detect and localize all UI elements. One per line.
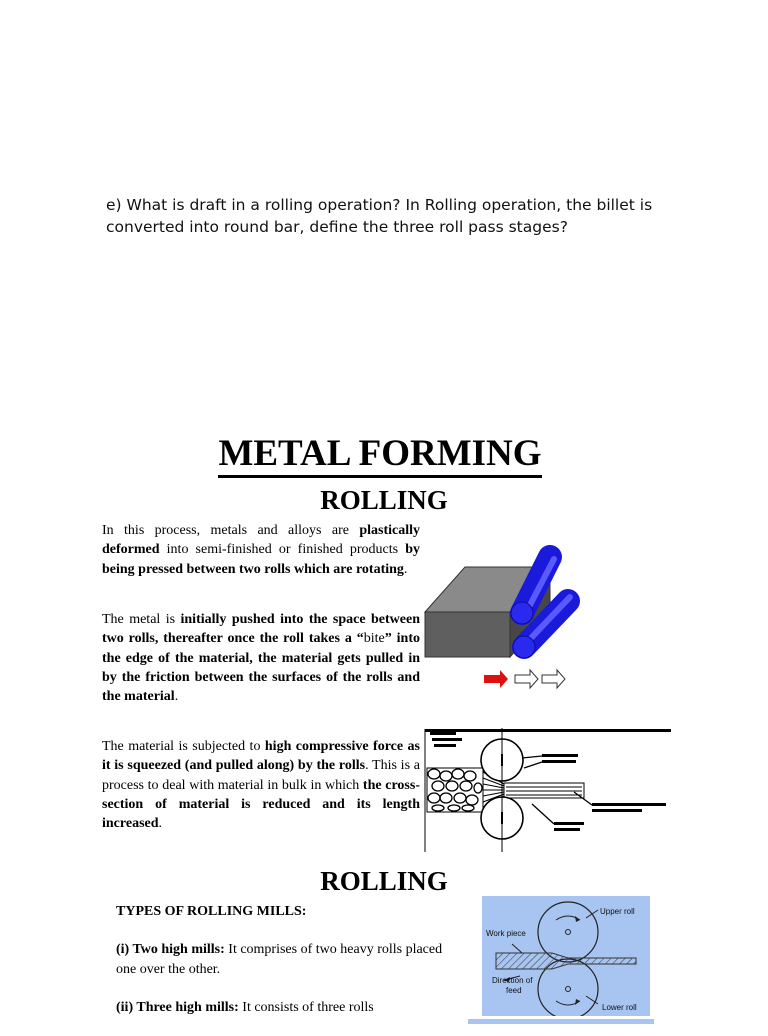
text-run: . This is a process to deal with material in bulk in which (102, 758, 420, 793)
rolling-3d-illustration (420, 545, 580, 695)
label-upper-roll: Upper roll (600, 907, 635, 916)
text-run: bite (363, 631, 385, 647)
bold-run: initially pushed into the space between two rolls, thereafter once the roll takes a “ (102, 612, 420, 647)
label-direction-line1: Direction of (492, 976, 533, 985)
item-1-label: (i) Two high mills: (116, 942, 225, 958)
text-run: . (403, 561, 408, 577)
text-run: . (174, 689, 179, 705)
text-run: into semi-finished or finished products (159, 542, 406, 558)
section-subtitle: ROLLING (320, 485, 448, 515)
question-text: e) What is draft in a rolling operation? In Rolling operation, the billet is converted into round bar, define the three roll pass stages? (106, 196, 653, 236)
bold-run: the cross-section of material is reduced and its length increased (102, 777, 420, 832)
label-work-piece: Work piece (486, 929, 526, 938)
types-heading: TYPES OF ROLLING MILLS: (116, 904, 307, 919)
bold-run: by being pressed between two rolls which are rotating (102, 542, 420, 577)
bold-run: ” into the edge of the material, the material gets pulled in by the friction between the surfaces of the rolls and the material (102, 631, 420, 705)
text-run: The metal is (102, 612, 181, 627)
text-run: In this process, metals and alloys are (102, 523, 360, 538)
page-title (0, 432, 760, 475)
section-subtitle-2: ROLLING (320, 866, 448, 896)
text-run: . (158, 816, 163, 832)
item-2-label: (ii) Three high mills: (116, 999, 239, 1015)
item-1-text: It comprises of two heavy rolls placed one over the other. (116, 942, 443, 977)
paragraph-intro (102, 521, 420, 579)
page-title-text: METAL FORMING (218, 433, 541, 478)
bold-run: high compressive force as it is squeezed (and pulled along) by the rolls (102, 739, 420, 774)
grain-structure-diagram (424, 728, 672, 852)
two-high-mill-diagram (482, 896, 650, 1016)
item-2-text: It consists of three rolls (238, 999, 374, 1015)
text-run: The material is subjected to (102, 739, 265, 754)
label-direction-line2: feed (506, 986, 522, 995)
label-lower-roll: Lower roll (602, 1003, 637, 1012)
next-diagram-edge (468, 1019, 654, 1024)
paragraph-bite (102, 610, 420, 706)
paragraph-compression (102, 737, 420, 833)
rolling-mill-types (116, 902, 456, 1036)
bold-run: plastically deformed (102, 523, 420, 558)
